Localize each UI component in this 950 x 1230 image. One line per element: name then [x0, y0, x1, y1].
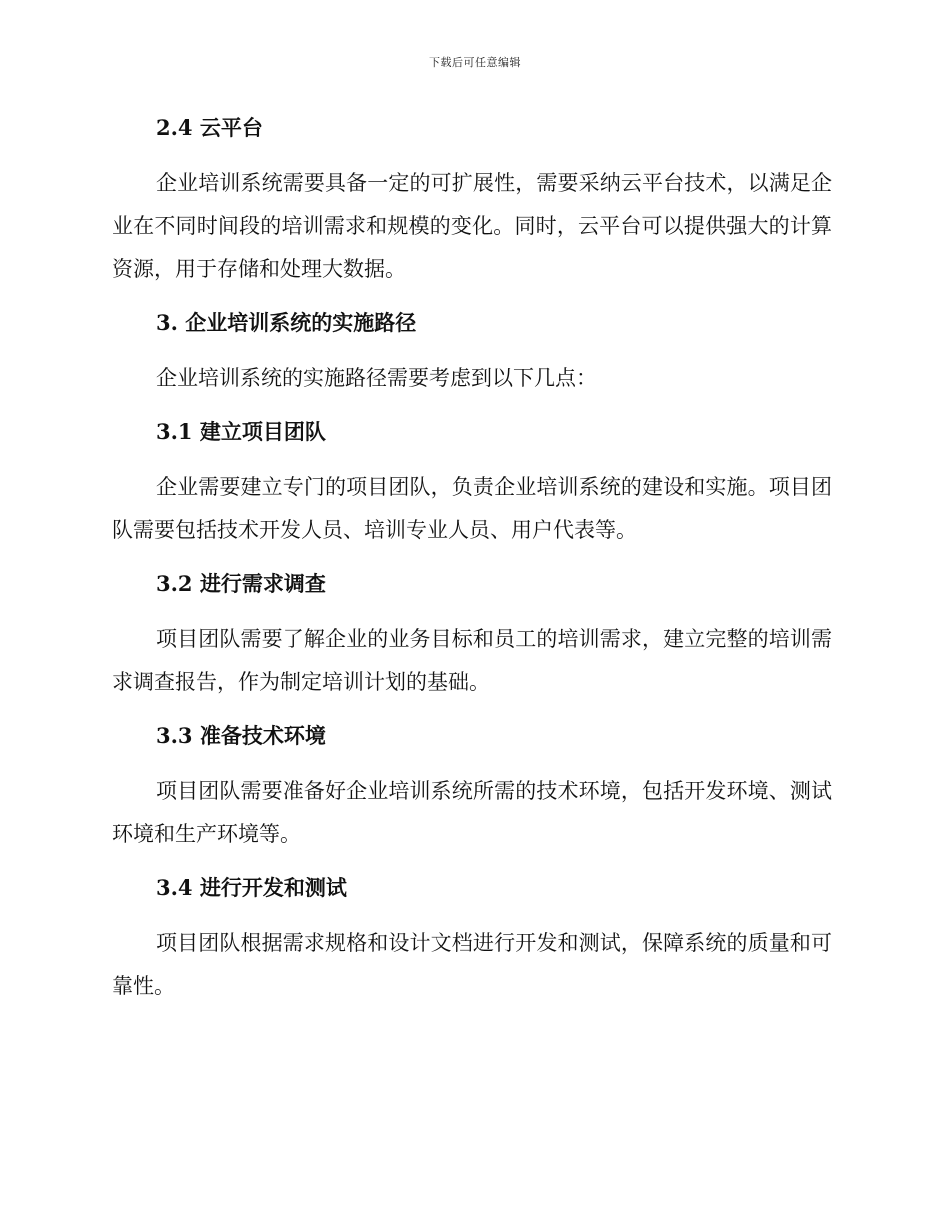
page-header: 下载后可任意编辑: [429, 56, 521, 69]
section-heading-3-3: 3.3 准备技术环境: [156, 723, 326, 748]
section-paragraph-3-4: 项目团队根据需求规格和设计文档进行开发和测试，保障系统的质量和可靠性。: [112, 931, 832, 998]
section-heading-2-4: 2.4 云平台: [156, 115, 263, 140]
section-heading-3-4: 3.4 进行开发和测试: [156, 875, 347, 900]
section-paragraph-3-2: 项目团队需要了解企业的业务目标和员工的培训需求，建立完整的培训需求调查报告，作为制定培训计划的基础。: [112, 627, 832, 694]
section-heading-3: 3. 企业培训系统的实施路径: [156, 310, 417, 335]
section-paragraph-3-1: 企业需要建立专门的项目团队，负责企业培训系统的建设和实施。项目团队需要包括技术开发人员、培训专业人员、用户代表等。: [112, 475, 832, 542]
section-heading-3-1: 3.1 建立项目团队: [156, 419, 326, 444]
section-paragraph-3: 企业培训系统的实施路径需要考虑到以下几点：: [156, 366, 597, 390]
section-paragraph-2-4: 企业培训系统需要具备一定的可扩展性，需要采纳云平台技术，以满足企业在不同时间段的培训需求和规模的变化。同时，云平台可以提供强大的计算资源，用于存储和处理大数据。: [112, 171, 832, 281]
document-body: [112, 108, 832, 1008]
section-heading-3-2: 3.2 进行需求调查: [156, 571, 326, 596]
section-paragraph-3-3: 项目团队需要准备好企业培训系统所需的技术环境，包括开发环境、测试环境和生产环境等。: [112, 779, 832, 846]
